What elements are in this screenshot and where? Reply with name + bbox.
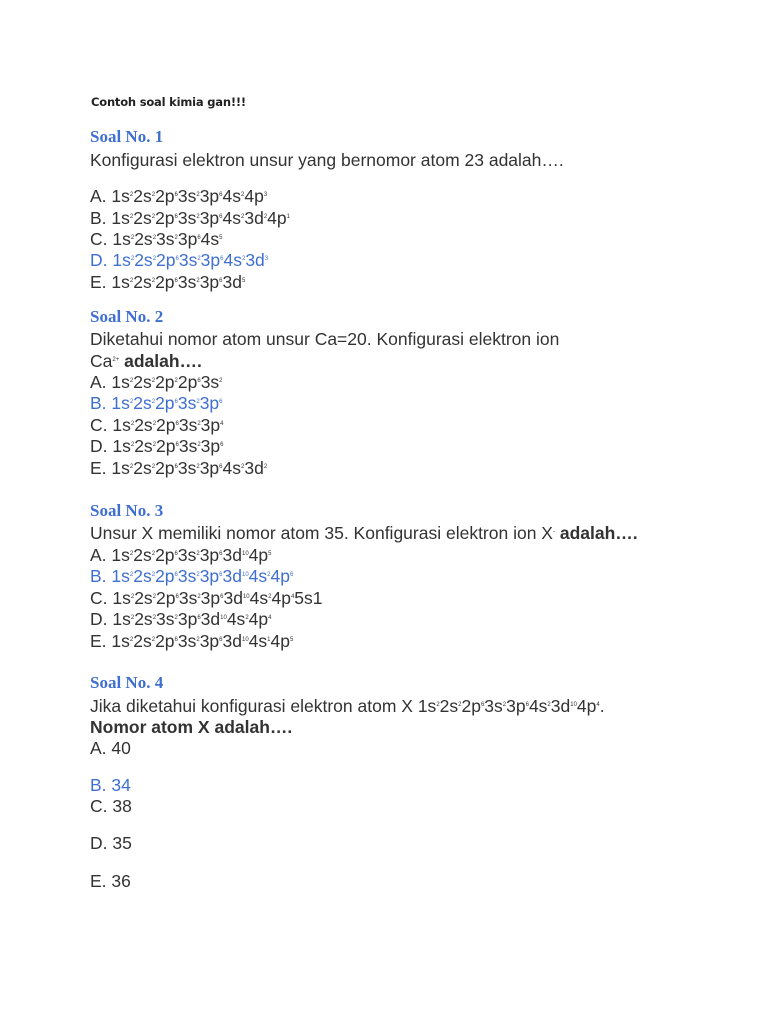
- question-orbital: 4p: [576, 696, 597, 716]
- soal-3-option-d: [90, 609, 271, 629]
- option-orbital: 1s: [111, 186, 130, 206]
- option-electron-count: 6: [197, 378, 201, 384]
- soal-1-option-c: [90, 229, 223, 249]
- option-label: B.: [90, 208, 112, 228]
- option-electron-count: 10: [241, 572, 249, 578]
- option-orbital: 4s: [249, 588, 269, 608]
- soal-4-question-config: [418, 696, 600, 716]
- option-orbital: 2p: [155, 566, 175, 586]
- option-electron-count: 2: [151, 637, 156, 643]
- option-electron-count: 5: [219, 235, 223, 241]
- option-electron-count: 5: [268, 551, 272, 557]
- option-electron-count: 2: [197, 442, 201, 448]
- option-orbital: 3p: [199, 631, 220, 651]
- option-orbital: 3s: [177, 208, 197, 228]
- option-electron-count: 2: [129, 637, 134, 643]
- option-orbital: 3p: [199, 186, 220, 206]
- option-orbital: 3d: [222, 566, 242, 586]
- option-label: C.: [90, 229, 113, 249]
- option-orbital: 2s: [133, 631, 152, 651]
- option-orbital: 2p: [155, 393, 175, 413]
- option-orbital: 2p: [155, 272, 175, 292]
- option-orbital: 2s: [134, 250, 153, 270]
- option-electron-count: 2: [267, 572, 271, 578]
- soal-1-option-a: [90, 186, 267, 206]
- soal-3-question-end: adalah….: [559, 523, 638, 543]
- option-orbital: 1s: [112, 609, 131, 629]
- option-orbital: 3s: [177, 566, 197, 586]
- option-orbital: 1s: [112, 436, 131, 456]
- soal-2-option-d: [90, 436, 223, 456]
- option-orbital: 3s: [177, 186, 197, 206]
- option-orbital: 3s: [177, 393, 197, 413]
- option-orbital: 4s: [223, 250, 242, 270]
- option-orbital: 3p: [177, 609, 198, 629]
- option-orbital: 4p: [244, 186, 264, 206]
- option-orbital: 3s: [156, 609, 175, 629]
- option-orbital: 3p: [200, 436, 221, 456]
- option-label: E.: [90, 631, 112, 651]
- soal-2-question-line1: Diketahui nomor atom unsur Ca=20. Konfigurasi elektron ion: [90, 329, 560, 349]
- question-electron-count: 4: [596, 702, 600, 708]
- option-label: D.: [90, 436, 113, 456]
- option-electron-count: 2: [129, 551, 134, 557]
- option-electron-count: 2: [152, 421, 157, 427]
- option-electron-count: 2: [130, 256, 135, 262]
- soal-1-question: Konfigurasi elektron unsur yang bernomor atom 23 adalah….: [90, 150, 564, 170]
- option-orbital: 3s: [178, 250, 198, 270]
- option-orbital: 1s: [112, 415, 131, 435]
- option-electron-count: 6: [174, 464, 178, 470]
- option-electron-count: 6: [174, 278, 178, 284]
- option-orbital: 2s: [134, 609, 153, 629]
- option-orbital: 2p: [156, 250, 176, 270]
- option-orbital: 2s: [134, 415, 153, 435]
- question-electron-count: 2: [436, 702, 440, 708]
- option-orbital: 3d: [223, 588, 243, 608]
- option-orbital: 2p: [155, 545, 175, 565]
- option-electron-count: 6: [174, 551, 178, 557]
- option-electron-count: 1: [286, 214, 290, 220]
- option-electron-count: 2: [151, 378, 156, 384]
- option-orbital: 2s: [133, 566, 152, 586]
- question-electron-count: 2: [458, 702, 462, 708]
- soal-3-charge: -: [552, 529, 555, 535]
- option-electron-count: 6: [175, 256, 179, 262]
- option-electron-count: 2: [197, 594, 201, 600]
- soal-2-question-end: adalah….: [124, 351, 202, 371]
- option-orbital: 4p: [267, 208, 287, 228]
- option-orbital: 1s: [111, 372, 130, 392]
- page-header: Contoh soal kimia gan!!!: [91, 95, 246, 109]
- option-orbital: 1s: [111, 208, 130, 228]
- soal-4-option-c: C. 38: [90, 796, 132, 816]
- option-electron-count: 10: [242, 594, 250, 600]
- option-orbital: 3p: [177, 229, 198, 249]
- option-electron-count: 2: [196, 464, 200, 470]
- option-orbital: 4s: [226, 609, 246, 629]
- option-electron-count: 6: [197, 235, 201, 241]
- option-electron-count: 6: [219, 399, 223, 405]
- option-orbital: 3s: [156, 229, 175, 249]
- option-electron-count: 2: [151, 278, 156, 284]
- option-electron-count: 2: [241, 464, 245, 470]
- question-orbital: 3s: [484, 696, 503, 716]
- option-orbital: 2s: [134, 436, 153, 456]
- question-electron-count: 6: [525, 702, 529, 708]
- option-orbital: 4s: [248, 631, 268, 651]
- option-orbital: 3d: [244, 458, 264, 478]
- option-orbital: 2p: [155, 208, 175, 228]
- question-orbital: 1s: [417, 696, 437, 716]
- soal-2-option-e: [90, 458, 267, 478]
- option-electron-count: 2: [129, 399, 134, 405]
- option-orbital: 3d: [222, 545, 242, 565]
- option-orbital: 3p: [199, 458, 220, 478]
- option-electron-count: 6: [289, 572, 294, 578]
- option-electron-count: 2: [130, 421, 135, 427]
- question-orbital: 4s: [528, 696, 548, 716]
- soal-3-option-c: [90, 588, 323, 608]
- option-electron-count: 2: [196, 637, 200, 643]
- soal-3-question-start: Unsur X memiliki nomor atom 35. Konfigurasi elektron ion X: [90, 523, 553, 543]
- option-electron-count: 2: [151, 192, 156, 198]
- option-electron-count: 2: [268, 594, 272, 600]
- question-electron-count: 2: [547, 702, 551, 708]
- option-electron-count: 2: [241, 256, 246, 262]
- soal-2-option-c: [90, 415, 223, 435]
- question-electron-count: 6: [480, 702, 485, 708]
- option-electron-count: 6: [174, 399, 178, 405]
- option-orbital: 3p: [199, 272, 220, 292]
- option-orbital: 3d: [222, 631, 242, 651]
- option-label: B.: [90, 393, 112, 413]
- option-electron-count: 2: [196, 278, 200, 284]
- option-electron-count: 2: [241, 192, 245, 198]
- option-electron-count: 2: [129, 214, 134, 220]
- option-electron-count: 6: [219, 278, 223, 284]
- option-label: E.: [90, 458, 112, 478]
- option-electron-count: 2: [219, 378, 223, 384]
- option-orbital: 3s: [177, 458, 197, 478]
- option-orbital: 2s: [133, 186, 152, 206]
- option-orbital: 3s: [177, 545, 197, 565]
- option-label: C.: [90, 415, 113, 435]
- option-electron-count: 2: [129, 378, 134, 384]
- option-orbital: 2s: [133, 208, 152, 228]
- option-electron-count: 6: [174, 214, 178, 220]
- option-orbital: 1s: [111, 545, 130, 565]
- option-orbital: 4s: [200, 229, 220, 249]
- option-electron-count: 3: [263, 192, 268, 198]
- option-electron-count: 2: [196, 551, 200, 557]
- option-electron-count: 2: [130, 594, 135, 600]
- soal-4-question-punct: .: [599, 696, 605, 716]
- question-orbital: 2s: [439, 696, 459, 716]
- option-label: E.: [90, 272, 112, 292]
- option-electron-count: 2: [196, 192, 200, 198]
- option-orbital: 4p: [270, 631, 290, 651]
- option-label: C.: [90, 588, 113, 608]
- option-orbital: 3d: [245, 250, 265, 270]
- option-orbital: 3d: [244, 208, 264, 228]
- soal-2-title: Soal No. 2: [90, 307, 164, 326]
- soal-2-question-line2: [90, 351, 202, 371]
- soal-3-question: [90, 523, 638, 543]
- option-orbital: 3d: [200, 609, 221, 629]
- option-orbital: 2p: [177, 372, 198, 392]
- option-electron-count: 4: [220, 421, 224, 427]
- option-orbital: 1s: [112, 250, 131, 270]
- option-electron-count: 2: [151, 464, 156, 470]
- option-electron-count: 2: [174, 235, 178, 241]
- option-electron-count: 6: [219, 214, 223, 220]
- option-orbital: 3p: [200, 415, 221, 435]
- option-orbital: 4p: [271, 588, 291, 608]
- option-orbital: 2p: [155, 186, 175, 206]
- option-electron-count: 2: [129, 572, 134, 578]
- option-orbital: 3s: [178, 415, 198, 435]
- option-orbital: 4p: [270, 566, 290, 586]
- option-electron-count: 2: [151, 572, 156, 578]
- option-orbital: 3p: [199, 545, 220, 565]
- option-orbital: 1s: [111, 272, 130, 292]
- soal-2-option-a: [90, 372, 223, 392]
- option-electron-count: 2: [263, 464, 268, 470]
- option-electron-count: 2: [196, 399, 200, 405]
- question-orbital: 2p: [461, 696, 481, 716]
- option-orbital: 3p: [200, 250, 221, 270]
- option-electron-count: 10: [220, 615, 227, 621]
- question-orbital: 3p: [506, 696, 526, 716]
- option-electron-count: 2: [130, 442, 135, 448]
- option-electron-count: 6: [219, 464, 223, 470]
- soal-2-option-b: [90, 393, 223, 413]
- question-orbital: 3d: [550, 696, 571, 716]
- option-electron-count: 2: [152, 615, 157, 621]
- option-orbital: 3p: [199, 393, 220, 413]
- option-electron-count: 2: [130, 235, 135, 241]
- option-orbital: 2s: [133, 545, 152, 565]
- option-electron-count: 2: [174, 615, 178, 621]
- option-label: B.: [90, 566, 112, 586]
- soal-4-question-line2: Nomor atom X adalah….: [90, 717, 293, 737]
- option-label: A.: [90, 186, 112, 206]
- option-electron-count: 1: [267, 637, 271, 643]
- soal-4-option-e: E. 36: [90, 871, 131, 891]
- option-orbital: 2p: [156, 415, 176, 435]
- option-electron-count: 6: [197, 615, 201, 621]
- option-orbital: 2s: [134, 229, 153, 249]
- option-orbital: 3p: [199, 566, 220, 586]
- option-orbital: 2s: [133, 458, 152, 478]
- option-electron-count: 6: [174, 572, 178, 578]
- option-electron-count: 2: [197, 256, 201, 262]
- option-electron-count: 6: [175, 594, 179, 600]
- option-electron-count: 6: [219, 637, 223, 643]
- soal-3-title: Soal No. 3: [90, 501, 164, 520]
- option-electron-count: 2: [245, 615, 249, 621]
- option-orbital: 3p: [199, 208, 220, 228]
- option-electron-count: 2: [129, 464, 134, 470]
- soal-2-ion: Ca: [90, 351, 113, 371]
- option-electron-count: 2: [130, 615, 135, 621]
- option-orbital: 4s: [222, 458, 241, 478]
- option-electron-count: 6: [174, 192, 178, 198]
- option-orbital: 2p: [155, 458, 175, 478]
- soal-1-title: Soal No. 1: [90, 127, 164, 146]
- option-orbital: 4s: [222, 186, 241, 206]
- option-orbital: 2s: [133, 393, 152, 413]
- soal-4-question-line1: [90, 696, 605, 716]
- option-orbital: 2p: [155, 631, 175, 651]
- option-label: D.: [90, 250, 113, 270]
- option-label: D.: [90, 609, 113, 629]
- option-electron-count: 10: [241, 551, 249, 557]
- soal-1-option-d: [90, 250, 268, 270]
- option-orbital: 3s: [178, 588, 198, 608]
- question-electron-count: 2: [502, 702, 507, 708]
- option-electron-count: 6: [219, 192, 223, 198]
- option-electron-count: 6: [174, 637, 178, 643]
- option-electron-count: 2: [174, 378, 178, 384]
- option-orbital: 3s: [178, 436, 198, 456]
- soal-3-option-b: [90, 566, 293, 586]
- soal-4-question-start: Jika diketahui konfigurasi elektron atom X: [90, 696, 413, 716]
- option-orbital: 2s: [134, 588, 153, 608]
- soal-4-option-d: D. 35: [90, 833, 132, 853]
- option-electron-count: 6: [220, 442, 224, 448]
- option-electron-count: 6: [175, 442, 179, 448]
- option-electron-count: 6: [220, 256, 224, 262]
- soal-4-option-b: B. 34: [90, 775, 131, 795]
- soal-1-option-b: [90, 208, 290, 228]
- option-orbital: 2p: [156, 588, 176, 608]
- option-electron-count: 6: [219, 572, 223, 578]
- option-orbital: 4p: [248, 545, 269, 565]
- option-electron-count: 5: [289, 637, 294, 643]
- option-electron-count: 2: [263, 214, 268, 220]
- option-orbital: 3d: [222, 272, 242, 292]
- option-electron-count: 2: [152, 594, 157, 600]
- option-orbital: 1s: [111, 566, 130, 586]
- option-electron-count: 2: [151, 214, 156, 220]
- option-orbital: 4s: [248, 566, 268, 586]
- option-electron-count: 10: [241, 637, 249, 643]
- soal-4-title: Soal No. 4: [90, 673, 164, 692]
- option-electron-count: 2: [196, 214, 200, 220]
- option-electron-count: 4: [268, 615, 272, 621]
- option-electron-count: 2: [151, 551, 156, 557]
- option-electron-count: 4: [290, 594, 295, 600]
- option-orbital: 5s1: [294, 588, 323, 608]
- option-orbital: 1s: [112, 229, 131, 249]
- option-orbital: 2s: [133, 372, 152, 392]
- option-orbital: 2p: [156, 436, 176, 456]
- option-electron-count: 2: [152, 256, 157, 262]
- option-orbital: 4s: [222, 208, 241, 228]
- option-electron-count: 2: [151, 399, 156, 405]
- soal-1-option-e: [90, 272, 245, 292]
- option-orbital: 4p: [248, 609, 269, 629]
- option-electron-count: 2: [152, 235, 157, 241]
- soal-3-option-a: [90, 545, 271, 565]
- soal-4-option-a: A. 40: [90, 738, 131, 758]
- option-orbital: 3s: [200, 372, 220, 392]
- soal-2-ion-charge: 2+: [112, 357, 120, 363]
- option-electron-count: 2: [152, 442, 157, 448]
- option-electron-count: 2: [129, 192, 134, 198]
- option-label: A.: [90, 372, 112, 392]
- option-orbital: 1s: [112, 588, 131, 608]
- option-electron-count: 5: [241, 278, 246, 284]
- option-electron-count: 3: [264, 256, 269, 262]
- option-electron-count: 6: [220, 594, 224, 600]
- soal-3-option-e: [90, 631, 293, 651]
- option-label: A.: [90, 545, 112, 565]
- option-electron-count: 6: [219, 551, 223, 557]
- option-electron-count: 2: [129, 278, 134, 284]
- option-orbital: 3s: [177, 631, 197, 651]
- option-orbital: 1s: [111, 393, 130, 413]
- option-orbital: 1s: [111, 631, 130, 651]
- option-orbital: 2p: [155, 372, 175, 392]
- option-electron-count: 2: [241, 214, 245, 220]
- question-electron-count: 10: [570, 702, 577, 708]
- option-electron-count: 2: [196, 572, 200, 578]
- option-electron-count: 6: [175, 421, 179, 427]
- option-orbital: 2s: [133, 272, 152, 292]
- option-orbital: 3p: [200, 588, 221, 608]
- option-electron-count: 2: [197, 421, 201, 427]
- option-orbital: 1s: [111, 458, 130, 478]
- option-orbital: 3s: [177, 272, 197, 292]
